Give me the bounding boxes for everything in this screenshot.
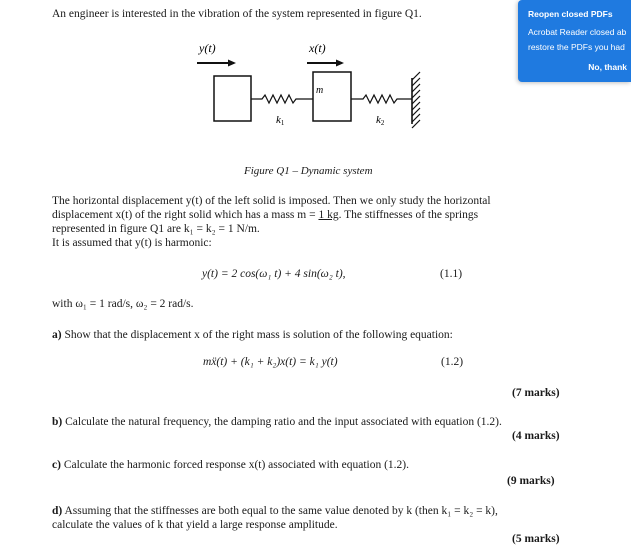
- label-y: y(t): [199, 41, 216, 55]
- label-x: x(t): [309, 41, 326, 55]
- question-d-line-2: calculate the values of k that yield a large response amplitude.: [52, 519, 338, 531]
- paragraph-line-3: represented in figure Q1 are k₁ = k₂ = 1 N/m.: [52, 223, 260, 235]
- equation-1-1-number: (1.1): [440, 268, 463, 280]
- question-a: [52, 329, 453, 343]
- notification-title: Reopen closed PDFs: [528, 9, 613, 19]
- equation-1-2-number: (1.2): [441, 356, 464, 368]
- mass-block: [313, 72, 351, 121]
- question-c-label: c): [52, 459, 61, 471]
- wall-hatch-icon: [412, 72, 420, 128]
- left-solid-block: [214, 76, 251, 121]
- paragraph-line-2c: . The stiffnesses of the springs: [338, 209, 479, 221]
- dynamic-system-figure: [0, 0, 631, 165]
- question-a-label: a): [52, 329, 62, 341]
- paragraph-line-4: It is assumed that y(t) is harmonic:: [52, 237, 212, 249]
- spring-k2-icon: [351, 95, 412, 103]
- question-d-marks: (5 marks): [512, 533, 560, 545]
- question-b-text: Calculate the natural frequency, the damping ratio and the input associated with equation (1.2).: [65, 416, 502, 428]
- question-d-line-1: [52, 505, 498, 519]
- question-a-text: Show that the displacement x of the right mass is solution of the following equation:: [64, 329, 453, 341]
- question-d-label: d): [52, 505, 63, 517]
- question-b: [52, 416, 502, 430]
- question-a-marks: (7 marks): [512, 387, 560, 399]
- mass-value-underlined: 1 kg: [318, 209, 339, 221]
- paragraph-line-1: The horizontal displacement y(t) of the left solid is imposed. Then we only study the horizontal: [52, 195, 491, 207]
- arrow-x-head-icon: [336, 60, 344, 67]
- intro-text: An engineer is interested in the vibration of the system represented in figure Q1.: [52, 8, 422, 20]
- question-b-label: b): [52, 416, 63, 428]
- notification-line-1: Acrobat Reader closed ab: [528, 27, 627, 37]
- figure-caption: Figure Q1 – Dynamic system: [244, 165, 373, 177]
- equation-1-2: mẍ(t) + (k₁ + k₂)x(t) = k₁ y(t): [203, 356, 338, 368]
- spring-k1-icon: [251, 95, 313, 103]
- paragraph-line-2: [52, 209, 478, 223]
- paragraph-line-2a: displacement x(t) of the right solid which has a mass m =: [52, 209, 319, 221]
- question-d-text-1: Assuming that the stiffnesses are both equal to the same value denoted by k (then k₁ = k₂ = k),: [64, 505, 498, 517]
- spring-k1-label: k1: [276, 114, 285, 127]
- question-b-marks: (4 marks): [512, 430, 560, 442]
- question-c-text: Calculate the harmonic forced response x(t) associated with equation (1.2).: [63, 459, 410, 471]
- question-c: [52, 459, 409, 473]
- spring-k2-label: k2: [376, 114, 385, 127]
- question-c-marks: (9 marks): [507, 475, 555, 487]
- notification-line-2: restore the PDFs you had: [528, 42, 625, 52]
- with-omega-line: with ω₁ = 1 rad/s, ω₂ = 2 rad/s.: [52, 298, 194, 310]
- dismiss-button[interactable]: No, thank: [588, 62, 627, 72]
- mass-label: m: [316, 85, 324, 96]
- arrow-y-head-icon: [228, 60, 236, 67]
- equation-1-1: y(t) = 2 cos(ω₁ t) + 4 sin(ω₂ t),: [202, 268, 346, 280]
